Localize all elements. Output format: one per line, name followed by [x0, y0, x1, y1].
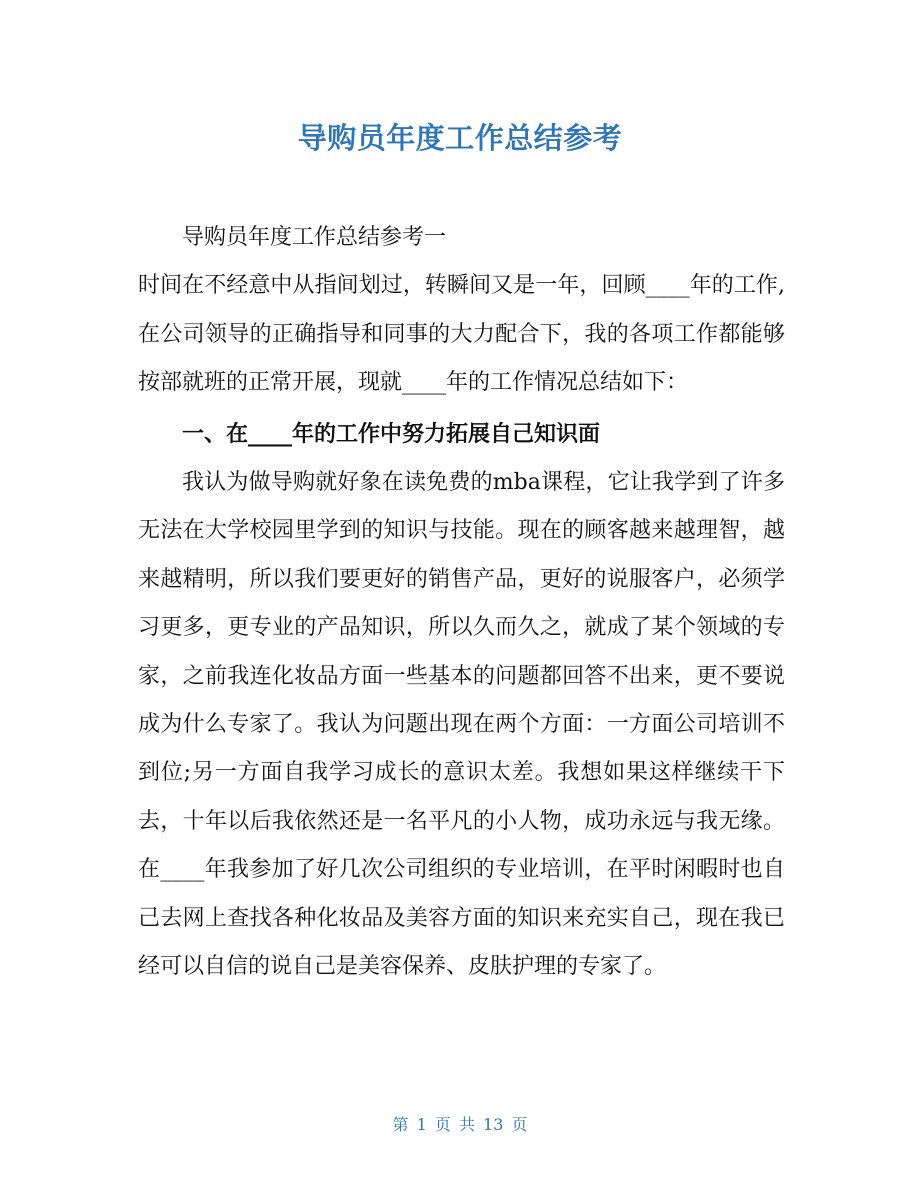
- section-heading: 导购员年度工作总结参考一: [182, 225, 447, 250]
- document-body: [138, 214, 785, 992]
- page-number-footer: 第 1 页 共 13 页: [392, 1115, 528, 1134]
- point-one-paragraph: 我认为做导购就好象在读免费的mba课程，它让我学到了许多无法在大学校园里学到的知识与技能。现在的顾客越来越理智，越来越精明，所以我们要更好的销售产品，更好的说服客户，必须学习更多，更专业的产品知识，所以久而久之，就成了某个领域的专家，之前我连化妆品方面一些基本的问题都回答不出来，更不要说成为什么专家了。我认为问题出现在两个方面：一方面公司培训不到位;另一方面自我学习成长的意识太差。我想如果这样继续干下去，十年以后我依然还是一名平凡的小人物，成功永远与我无缘。在____年我参加了好几次公司组织的专业培训，在平时闲暇时也自己去网上查找各种化妆品及美容方面的知识来充实自己，现在我已经可以自信的说自己是美容保养、皮肤护理的专家了。: [138, 470, 785, 980]
- document-title: 导购员年度工作总结参考: [297, 121, 623, 155]
- point-one-title: 一、在____年的工作中努力拓展自己知识面: [182, 421, 601, 447]
- intro-paragraph: 时间在不经意中从指间划过，转瞬间又是一年，回顾____年的工作,在公司领导的正确指导和同事的大力配合下，我的各项工作都能够按部就班的正常开展，现就____年的工作情况总结如下：: [138, 273, 785, 396]
